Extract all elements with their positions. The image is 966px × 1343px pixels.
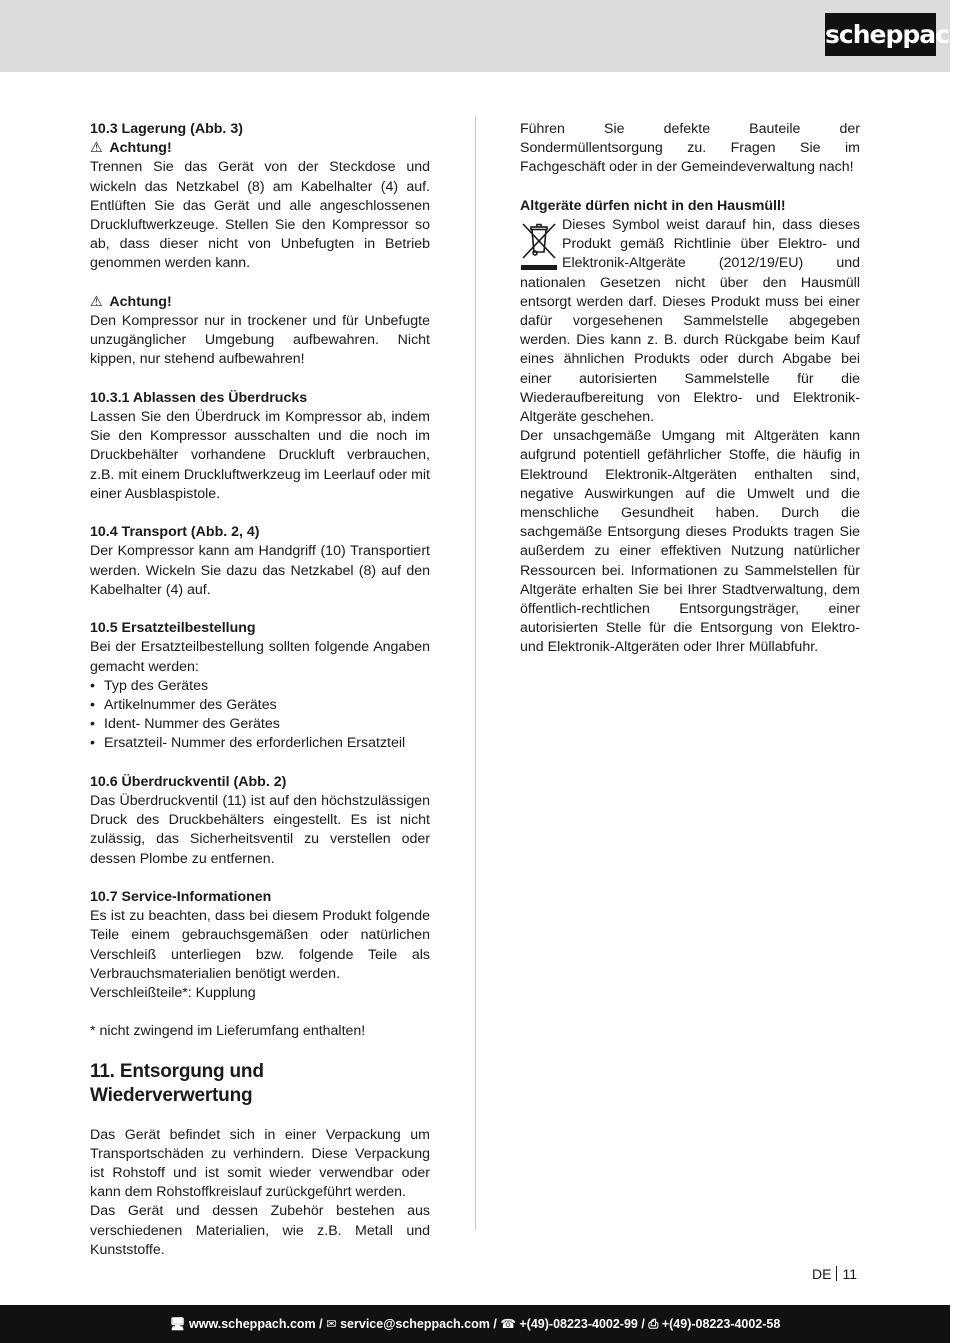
- section-10-4-text: Der Kompressor kann am Handgriff (10) Transportiert werden. Wickeln Sie dazu das Netzkabel (8) auf den Kabelhalter (4) auf.: [90, 543, 430, 598]
- footer-phone[interactable]: +(49)-08223-4002-99: [519, 1317, 638, 1331]
- footer-contact-bar: [0, 1305, 950, 1343]
- section-11-heading: 11. Entsorgung und Wiederverwertung: [90, 1060, 264, 1106]
- left-column: [90, 120, 430, 1260]
- computer-icon: 🖥: [169, 1317, 186, 1331]
- footer-email[interactable]: service@scheppach.com: [340, 1317, 490, 1331]
- scope-note: * nicht zwingend im Lieferumfang enthalten!: [90, 1023, 366, 1040]
- section-10-6-text: Das Überdruckventil (11) ist auf den höchstzulässigen Druck des Druckbehälters eingestellt. Es ist nicht zulässig, das Sicherheitsventil zu verstellen oder dessen Plombe zu entfernen.: [90, 793, 430, 867]
- page-number-value: 11: [842, 1266, 857, 1282]
- section-10-3-text: Trennen Sie das Gerät von der Steckdose und wickeln das Netzkabel (8) am Kabelhalter (4) auf. Entlüften Sie das Gerät und alle angeschlossenen Druckluftwerkzeuge. Stellen Sie den Kompressor so ab, dass dieser nicht von Unbefugten in Betrieb genommen werden kann.: [90, 159, 430, 272]
- separator: /: [319, 1317, 323, 1331]
- section-10-7-heading: 10.7 Service-Informationen: [90, 889, 272, 906]
- list-item: • Artikelnummer des Gerätes: [90, 696, 430, 715]
- warning-triangle-icon: ⚠: [90, 140, 103, 157]
- section-10-3-1-heading: 10.3.1 Ablassen des Überdrucks: [90, 389, 308, 406]
- fax-icon: ⎙: [648, 1317, 659, 1331]
- language-code: DE: [812, 1266, 832, 1282]
- warning-heading: [90, 139, 430, 158]
- column-divider: [475, 116, 476, 1230]
- scheppach-logo: scheppach: [825, 13, 936, 56]
- improper-handling-text: Der unsachgemäße Umgang mit Altgeräten kann aufgrund potentiell gefährlicher Stoffe, die häufig in Elektround Elektronik-Altgeräten enthalten sind, negative Auswirkungen auf die Umwelt und die menschliche Gesundheit haben. Durch die sachgemäße Entsorgung dieses Produkts tragen Sie außerdem zu einer effektiven Nutzung natürlicher Ressourcen bei. Informationen zu Sammelstellen für Altgeräte erhalten Sie bei Ihrer Stadtverwaltung, dem öffentlich-rechtlichen Entsorgungsträger, einer autorisierten Stelle für die Entsorgung von Elektro- und Elektronik-Altgeräten oder Ihrer Müllabfuhr.: [520, 428, 860, 656]
- section-10-5-heading: 10.5 Ersatzteilbestellung: [90, 620, 256, 637]
- weee-heading: Altgeräte dürfen nicht in den Hausmüll!: [520, 197, 786, 214]
- warning-label: Achtung!: [109, 140, 172, 157]
- separator: /: [641, 1317, 645, 1331]
- list-item: • Ersatzteil- Nummer des erforderlichen Ersatzteil: [90, 734, 430, 753]
- wear-parts-text: Verschleißteile*: Kupplung: [90, 985, 256, 1002]
- section-10-3-text-2: Den Kompressor nur in trockener und für Unbefugte unzugänglicher Umgebung aufbewahren. Nicht kippen, nur stehend aufbewahren!: [90, 313, 430, 368]
- crossed-bin-icon: [520, 220, 558, 272]
- footer-fax: +(49)-08223-4002-58: [661, 1317, 781, 1331]
- list-item: • Typ des Gerätes: [90, 677, 430, 696]
- warning-label: Achtung!: [109, 293, 172, 310]
- section-11-text-1: Das Gerät befindet sich in einer Verpackung um Transportschäden zu verhindern. Diese Verpackung ist Rohstoff und ist somit wieder verwendbar oder kann dem Rohstoffkreislauf zurückgeführt werden.: [90, 1126, 430, 1201]
- mail-icon: ✉: [326, 1317, 337, 1331]
- warning-triangle-icon: ⚠: [90, 293, 103, 310]
- section-10-3-heading: 10.3 Lagerung (Abb. 3): [90, 121, 243, 137]
- separator: /: [493, 1317, 497, 1331]
- phone-icon: ☎: [500, 1317, 516, 1331]
- section-11-text-2: Das Gerät und dessen Zubehör bestehen aus verschiedenen Materialien, wie z.B. Metall und Kunststoffe.: [90, 1203, 430, 1258]
- footer-website[interactable]: www.scheppach.com: [189, 1317, 316, 1331]
- section-10-6-heading: 10.6 Überdruckventil (Abb. 2): [90, 773, 287, 790]
- list-item: • Ident- Nummer des Gerätes: [90, 715, 430, 734]
- weee-text: Dieses Symbol weist darauf hin, dass dieses Produkt gemäß Richtlinie über Elektro- und Elektronik-Altgeräte (2012/19/EU) und nationalen Gesetzen nicht über den Hausmüll entsorgt werden darf. Dieses Produkt muss bei einer dafür vorgesehenen Sammelstelle abgegeben werden. Dies kann z. B. durch Rückgabe beim Kauf eines ähnlichen Produkts oder durch Abgabe bei einer autorisierten Sammelstelle für die Wiederaufbereitung von Elektro- und Elektronik- Altgeräte geschehen.: [520, 217, 860, 426]
- disposal-text: Führen Sie defekte Bauteile der Sondermüllentsorgung zu. Fragen Sie im Fachgeschäft oder in der Gemeindeverwaltung nach!: [520, 121, 860, 176]
- section-10-5-text: Bei der Ersatzteilbestellung sollten folgende Angaben gemacht werden:: [90, 639, 430, 675]
- section-10-7-text: Es ist zu beachten, dass bei diesem Produkt folgende Teile einem gebrauchsgemäßen oder natürlichen Verschleiß unterliegen bzw. folgende Teile als Verbrauchsmaterialien benötigt werden.: [90, 908, 430, 982]
- section-10-4-heading: 10.4 Transport (Abb. 2, 4): [90, 524, 260, 541]
- section-10-3-1-text: Lassen Sie den Überdruck im Kompressor ab, indem Sie den Kompressor ausschalten und die noch im Druckbehälter vorhandene Druckluft verbrauchen, z.B. mit einem Druckluftwerkzeug im Leerlauf oder mit einer Ausblaspistole.: [90, 409, 430, 502]
- spare-parts-list: [90, 677, 430, 754]
- header-band: [0, 0, 950, 72]
- page-number: [812, 1265, 857, 1283]
- right-column: [520, 120, 860, 658]
- warning-heading-2: [90, 293, 430, 312]
